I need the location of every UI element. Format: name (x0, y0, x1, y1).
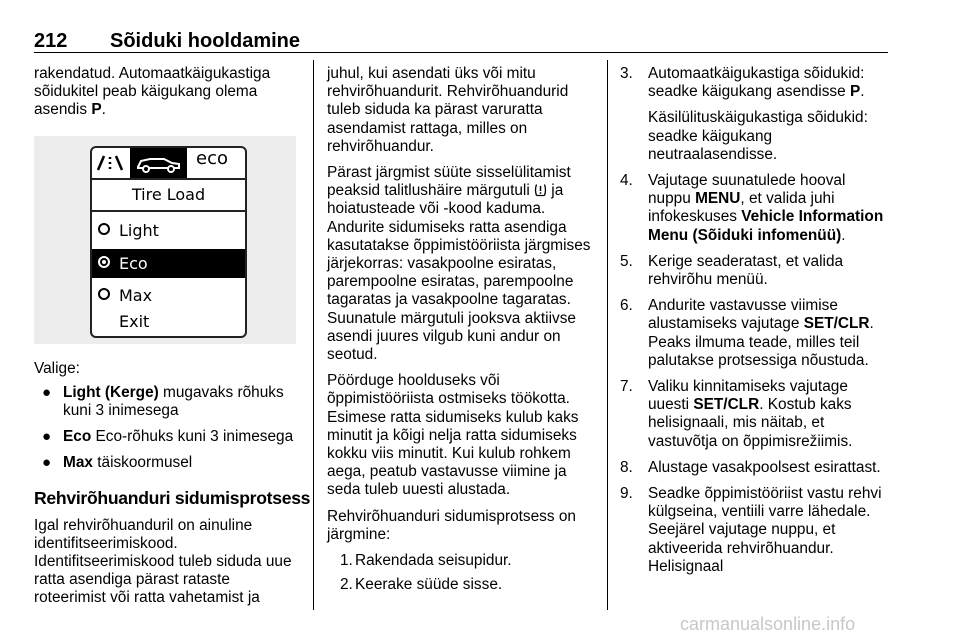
list-item: 3. Automaatkäigukastiga sõidukid: seadke käigukang asendisse P. Käsilülituskäigukastiga sõidukid: seadke käigukang neutraalasendisse. (620, 65, 868, 163)
eco-label: eco (196, 147, 228, 169)
list-item: 7. Valiku kinnitamiseks vajutage uuesti SET/CLR. Kostub kaks helisignaali, mis näitab, et vastuvõtja on õppimisrežiimis. (620, 378, 853, 450)
list-item: ● Light (Kerge) mugavaks rõhuks kuni 3 inimesega (42, 383, 284, 420)
option-light[interactable]: Light (92, 216, 245, 245)
radio-selected-icon (98, 256, 110, 268)
header-rule (34, 52, 888, 53)
column-3 (620, 65, 888, 584)
display-screen (90, 146, 247, 338)
display-status-bar (92, 148, 245, 180)
paragraph: Pärast järgmist süüte sisselülitamist peaksid talitlushäire märgutuli ja hoiatusteade või -kood kaduma. Andurite sidumiseks ratta asendiga kasutatakse õppimistööriista järgmises järjekorras: vasakpoolne esiratas, parempoolne esiratas, parempoolne tagaratas ja vasakpoolne tagaratas. Suunatule märgutuli jooksva aktiivse asendi juures vilgub kuni andur on seotud. (327, 164, 591, 364)
list-item: 6. Andurite vastavusse viimise alustamiseks vajutage SET/CLR. Peaks ilmuma teade, milles teil palutakse protsessiga nõustuda. (620, 297, 874, 369)
list-item: 4. Vajutage suunatulede hooval nuppu MENU, et valida juhi infokeskuses Vehicle Information Menu (Sõiduki infomenüü). (620, 172, 884, 244)
column-1 (34, 65, 311, 608)
column-divider-2 (607, 60, 608, 610)
page-title: Sõiduki hooldamine (110, 30, 301, 52)
list-item: 2. Keerake süüde sisse. (340, 576, 503, 594)
list-item: 9. Seadke õppimistööriist vastu rehvi külgseina, ventiili varre lähedale. Seejärel vajutage nuppu, et aktiveerida rehvirõhuandur. Helisignaal (620, 485, 882, 575)
list-item: ● Eco Eco-rõhuks kuni 3 inimesega (42, 428, 294, 446)
bullet-list (34, 384, 302, 473)
section-heading: Rehvirõhuanduri sidumisprotsess (34, 487, 311, 508)
intro-paragraph: rakendatud. Automaatkäigukastiga sõidukitel peab käigukang olema asendis P. (34, 65, 271, 119)
bullet-icon: ● (42, 383, 52, 401)
paragraph: Rehvirõhuanduri sidumisprotsess on järgmine: (327, 507, 576, 543)
radio-icon (98, 288, 110, 300)
paragraph: juhul, kui asendati üks või mitu rehvirõhuandurit. Rehvirõhuandurid tuleb siduda ka pärast varuratta asendamist rattaga, milles on rehvirõhuandur. (327, 65, 569, 155)
paragraph: Pöörduge hoolduseks või õppimistööriista ostmiseks töökotta. Esimese ratta sidumiseks kulub kaks minutit ja kõigi nelja ratta sidumiseks kokku viis minutit. Kui kulub rohkem aega, peatub vastavusse viimine ja seda tuleb uuesti alustada. (327, 372, 579, 499)
page-number: 212 (34, 30, 68, 52)
option-eco[interactable]: Eco (92, 249, 245, 278)
list-item: 1. Rakendada seisupidur. (340, 552, 512, 570)
tire-load-display-figure (34, 136, 296, 344)
watermark: carmanualsonline.info (680, 614, 856, 634)
road-lines-icon (98, 156, 122, 170)
bullet-icon: ● (42, 454, 52, 472)
radio-icon (98, 223, 110, 235)
page-header (34, 30, 890, 54)
tire-pressure-warning-icon (534, 183, 547, 197)
choose-label: Valige: (34, 359, 80, 377)
list-item: 8. Alustage vasakpoolsest esirattast. (620, 458, 881, 476)
steps-list (327, 552, 595, 594)
list-item: ● Max täiskoormusel (42, 454, 193, 472)
bullet-icon: ● (42, 428, 52, 446)
option-exit[interactable]: Exit (119, 311, 150, 331)
option-max[interactable]: Max (92, 281, 245, 310)
list-item: 5. Kerige seaderatast, et valida rehvirõhu menüü. (620, 252, 844, 289)
column-divider-1 (313, 60, 314, 610)
section-paragraph: Igal rehvirõhuanduril on ainuline identifitseerimiskood. Identifitseerimiskood tuleb siduda uue ratta asendiga pärast rataste roteerimist või ratta vahetamist ja (34, 516, 292, 607)
column-2 (327, 65, 595, 600)
menu-title: Tire Load (92, 180, 245, 212)
